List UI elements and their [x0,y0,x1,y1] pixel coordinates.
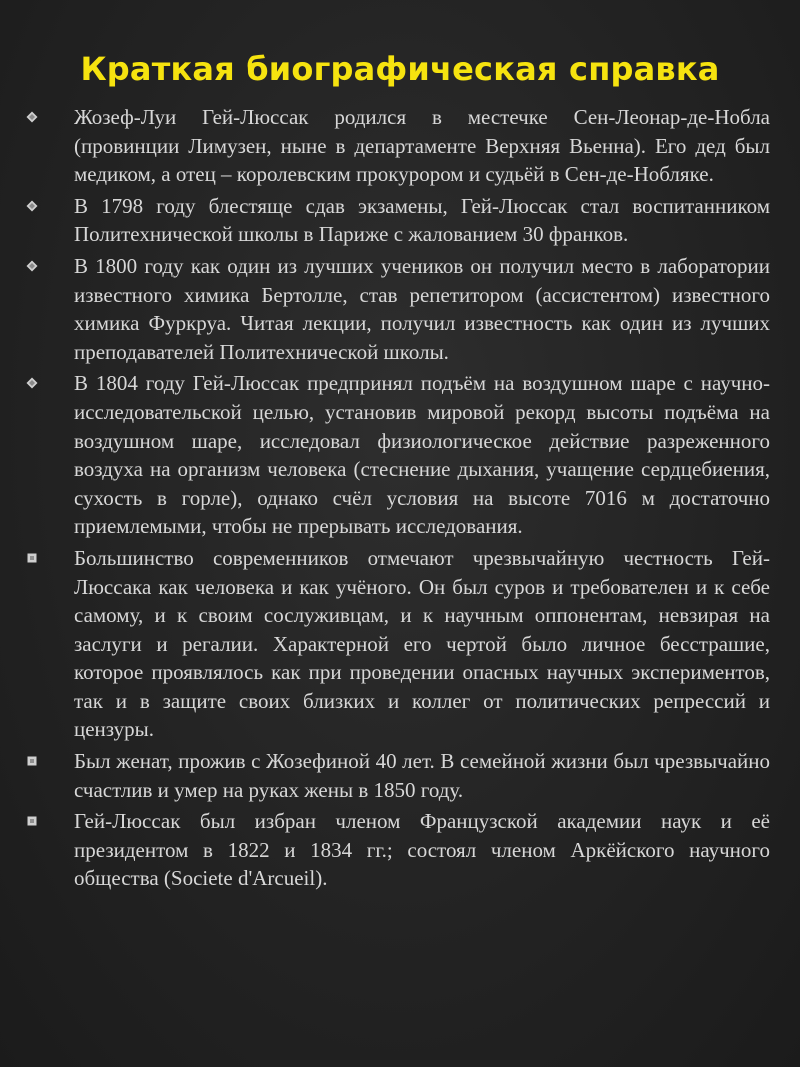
list-item [24,252,770,366]
list-item-text: В 1798 году блестяще сдав экзамены, Гей-Люссак стал воспитанником Политехнической школы в Париже с жалованием 30 франков. [74,193,770,247]
diamond-bullet-icon [24,192,40,220]
list-item [24,369,770,541]
square-bullet-icon [24,747,40,775]
slide-title: Краткая биографическая справка [80,50,720,88]
list-item [24,103,770,189]
list-item-text: Был женат, прожив с Жозефиной 40 лет. В семейной жизни был чрезвычайно счастлив и умер на руках жены в 1850 году. [74,749,770,802]
square-bullet-icon [24,807,40,835]
square-bullet-icon [24,544,40,572]
list-item-text: В 1800 году как один из лучших учеников он получил место в лаборатории известного химика Бертолле, став репетитором (ассистентом) известного химика Фуркруа. Читая лекции, получил известность как один из лучших преподавателей Политехнической школы. [74,253,770,364]
list-item [24,807,770,893]
list-item [24,192,770,249]
diamond-bullet-icon [24,369,40,397]
list-item-text: Жозеф-Луи Гей-Люссак родился в местечке Сен-Леонар-де-Нобла (провинции Лимузен, ныне в департаменте Верхняя Вьенна). Его дед был медиком, а отец – королевским прокурором и судьёй в Сен-де-Нобляке. [74,105,770,187]
bullet-list [24,103,770,896]
list-item-text: Гей-Люссак был избран членом Французской академии наук и её президентом в 1822 и 1834 гг.; состоял членом Аркёйского научного общества (Societe d'Arcueil). [74,809,770,891]
list-item-text: В 1804 году Гей-Люссак предпринял подъём на воздушном шаре с научно-исследовательской целью, установив мировой рекорд высоты подъёма на воздушном шаре, исследовал физиологическое действие разреженного воздуха на организм человека (стеснение дыхания, учащение сердцебиения, сухость в горле), однако счёл условия на высоте 7016 м достаточно приемлемыми, чтобы не прерывать исследования. [74,371,770,539]
diamond-bullet-icon [24,252,40,280]
diamond-bullet-icon [24,103,40,131]
list-item [24,747,770,804]
list-item [24,544,770,744]
list-item-text: Большинство современников отмечают чрезвычайную честность Гей-Люссака как человека и как учёного. Он был суров и требователен и к себе самому, и к своим сослуживцам, и к научным оппонентам, невзирая на заслуги и регалии. Характерной его чертой было личное бесстрашие, которое проявлялось как при проведении опасных научных экспериментов, так и в защите своих близких и коллег от политических репрессий и цензуры. [74,545,770,742]
